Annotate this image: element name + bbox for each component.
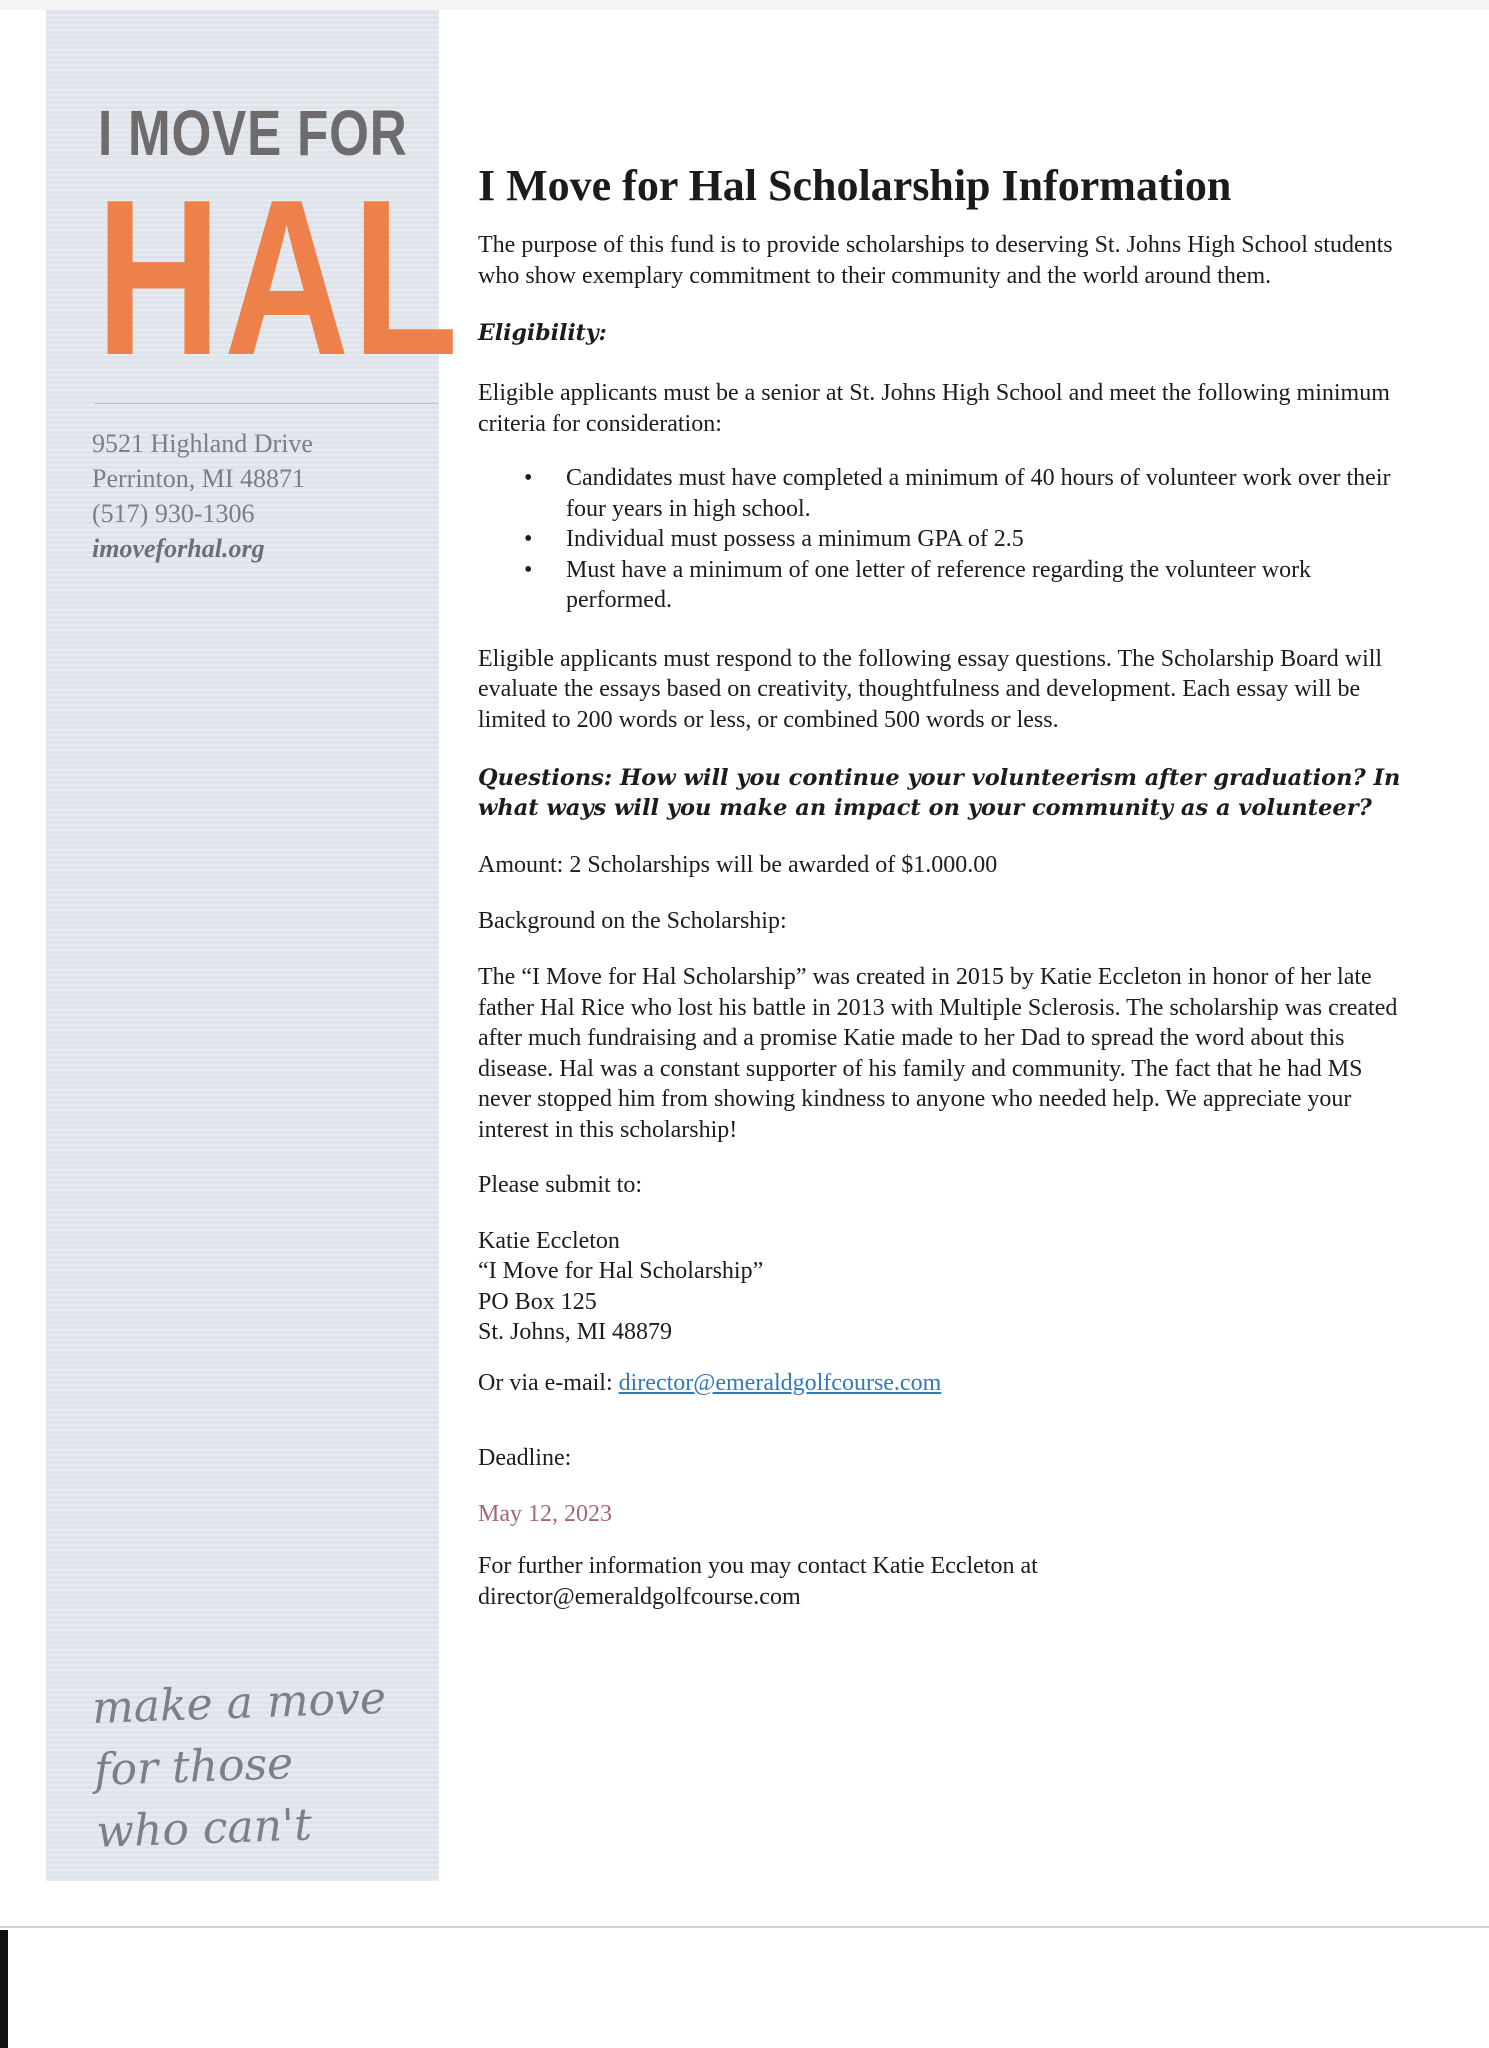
sidebar-divider xyxy=(94,403,438,404)
tagline-line-3: who can't xyxy=(95,1799,313,1858)
mailing-po-box: PO Box 125 xyxy=(478,1288,597,1315)
essay-paragraph: Eligible applicants must respond to the following essay questions. The Scholarship Board will evaluate the essays based on creativity, thoughtfulness and development. Each essay will be limited to 200 words or less, or combined 500 words or less. xyxy=(478,645,1383,733)
list-item xyxy=(524,463,1408,524)
tagline-line-1: make a move xyxy=(91,1672,387,1734)
scan-margin xyxy=(0,1926,1489,2048)
background-label: Background on the Scholarship: xyxy=(478,907,787,934)
bullet-icon: • xyxy=(524,556,533,583)
address-city: Perrinton, MI 48871 xyxy=(92,464,306,493)
bullet-icon: • xyxy=(524,526,533,552)
bullet-icon: • xyxy=(524,465,533,491)
contact-info xyxy=(478,1551,1408,1612)
page-edge-line xyxy=(0,1926,1489,1928)
criteria-text: Must have a minimum of one letter of reference regarding the volunteer work performed. xyxy=(566,556,1312,613)
criteria-text: Candidates must have completed a minimum of 40 hours of volunteer work over their four years in high school. xyxy=(566,465,1391,522)
website-link[interactable]: imoveforhal.org xyxy=(92,534,265,563)
list-item xyxy=(524,555,1408,616)
document-title: I Move for Hal Scholarship Information xyxy=(478,161,1232,210)
deadline-label: Deadline: xyxy=(478,1445,572,1471)
eligibility-heading: Eligibility: xyxy=(478,320,607,346)
document-body xyxy=(478,160,1408,1612)
address-street: 9521 Highland Drive xyxy=(92,429,313,458)
eligibility-paragraph: Eligible applicants must be a senior at St. Johns High School and meet the following minimum criteria for consideration: xyxy=(478,380,1390,437)
tagline-line-2: for those xyxy=(93,1738,294,1796)
scholarship-amount: Amount: 2 Scholarships will be awarded of $1.000.00 xyxy=(478,852,998,878)
list-item xyxy=(524,524,1408,555)
contact-line: For further information you may contact Katie Eccleton at xyxy=(478,1553,1038,1579)
organization-address xyxy=(92,426,432,566)
letterhead-sidebar xyxy=(46,10,462,1881)
mailing-address xyxy=(478,1226,1408,1348)
contact-email: director@emeraldgolfcourse.com xyxy=(478,1583,801,1610)
deadline-date: May 12, 2023 xyxy=(478,1500,612,1527)
background-paragraph: The “I Move for Hal Scholarship” was created in 2015 by Katie Eccleton in honor of her late father Hal Rice who lost his battle in 2013 with Multiple Sclerosis. The scholarship was created after much fundraising and a promise Katie made to her Dad to spread the word about this disease. Hal was a constant supporter of his family and community. The fact that he had MS never stopped him from showing kindness to anyone who needed help. We appreciate your interest in this scholarship! xyxy=(478,964,1398,1143)
logo-hal: HAL xyxy=(96,154,462,402)
email-line xyxy=(478,1368,1408,1399)
mailing-org: “I Move for Hal Scholarship” xyxy=(478,1258,764,1284)
address-phone: (517) 930-1306 xyxy=(92,499,255,528)
criteria-text: Individual must possess a minimum GPA of 2.5 xyxy=(566,526,1024,552)
scan-edge-bar xyxy=(0,1930,8,2048)
intro-paragraph: The purpose of this fund is to provide scholarships to deserving St. Johns High School students who show exemplary commitment to their community and the world around them. xyxy=(478,232,1393,289)
paper-edge xyxy=(0,0,1489,10)
essay-questions: Questions: How will you continue your volunteerism after graduation? In what ways will you make an impact on your community as a volunteer? xyxy=(478,765,1401,821)
handwritten-tagline xyxy=(91,1666,427,1863)
submit-label: Please submit to: xyxy=(478,1172,642,1198)
criteria-list xyxy=(478,463,1408,616)
email-prefix: Or via e-mail: xyxy=(478,1369,619,1396)
mailing-city: St. Johns, MI 48879 xyxy=(478,1319,673,1345)
email-link[interactable]: director@emeraldgolfcourse.com xyxy=(618,1369,942,1396)
logo-tagline-top: I MOVE FOR xyxy=(98,97,408,169)
mailing-name: Katie Eccleton xyxy=(478,1227,620,1254)
